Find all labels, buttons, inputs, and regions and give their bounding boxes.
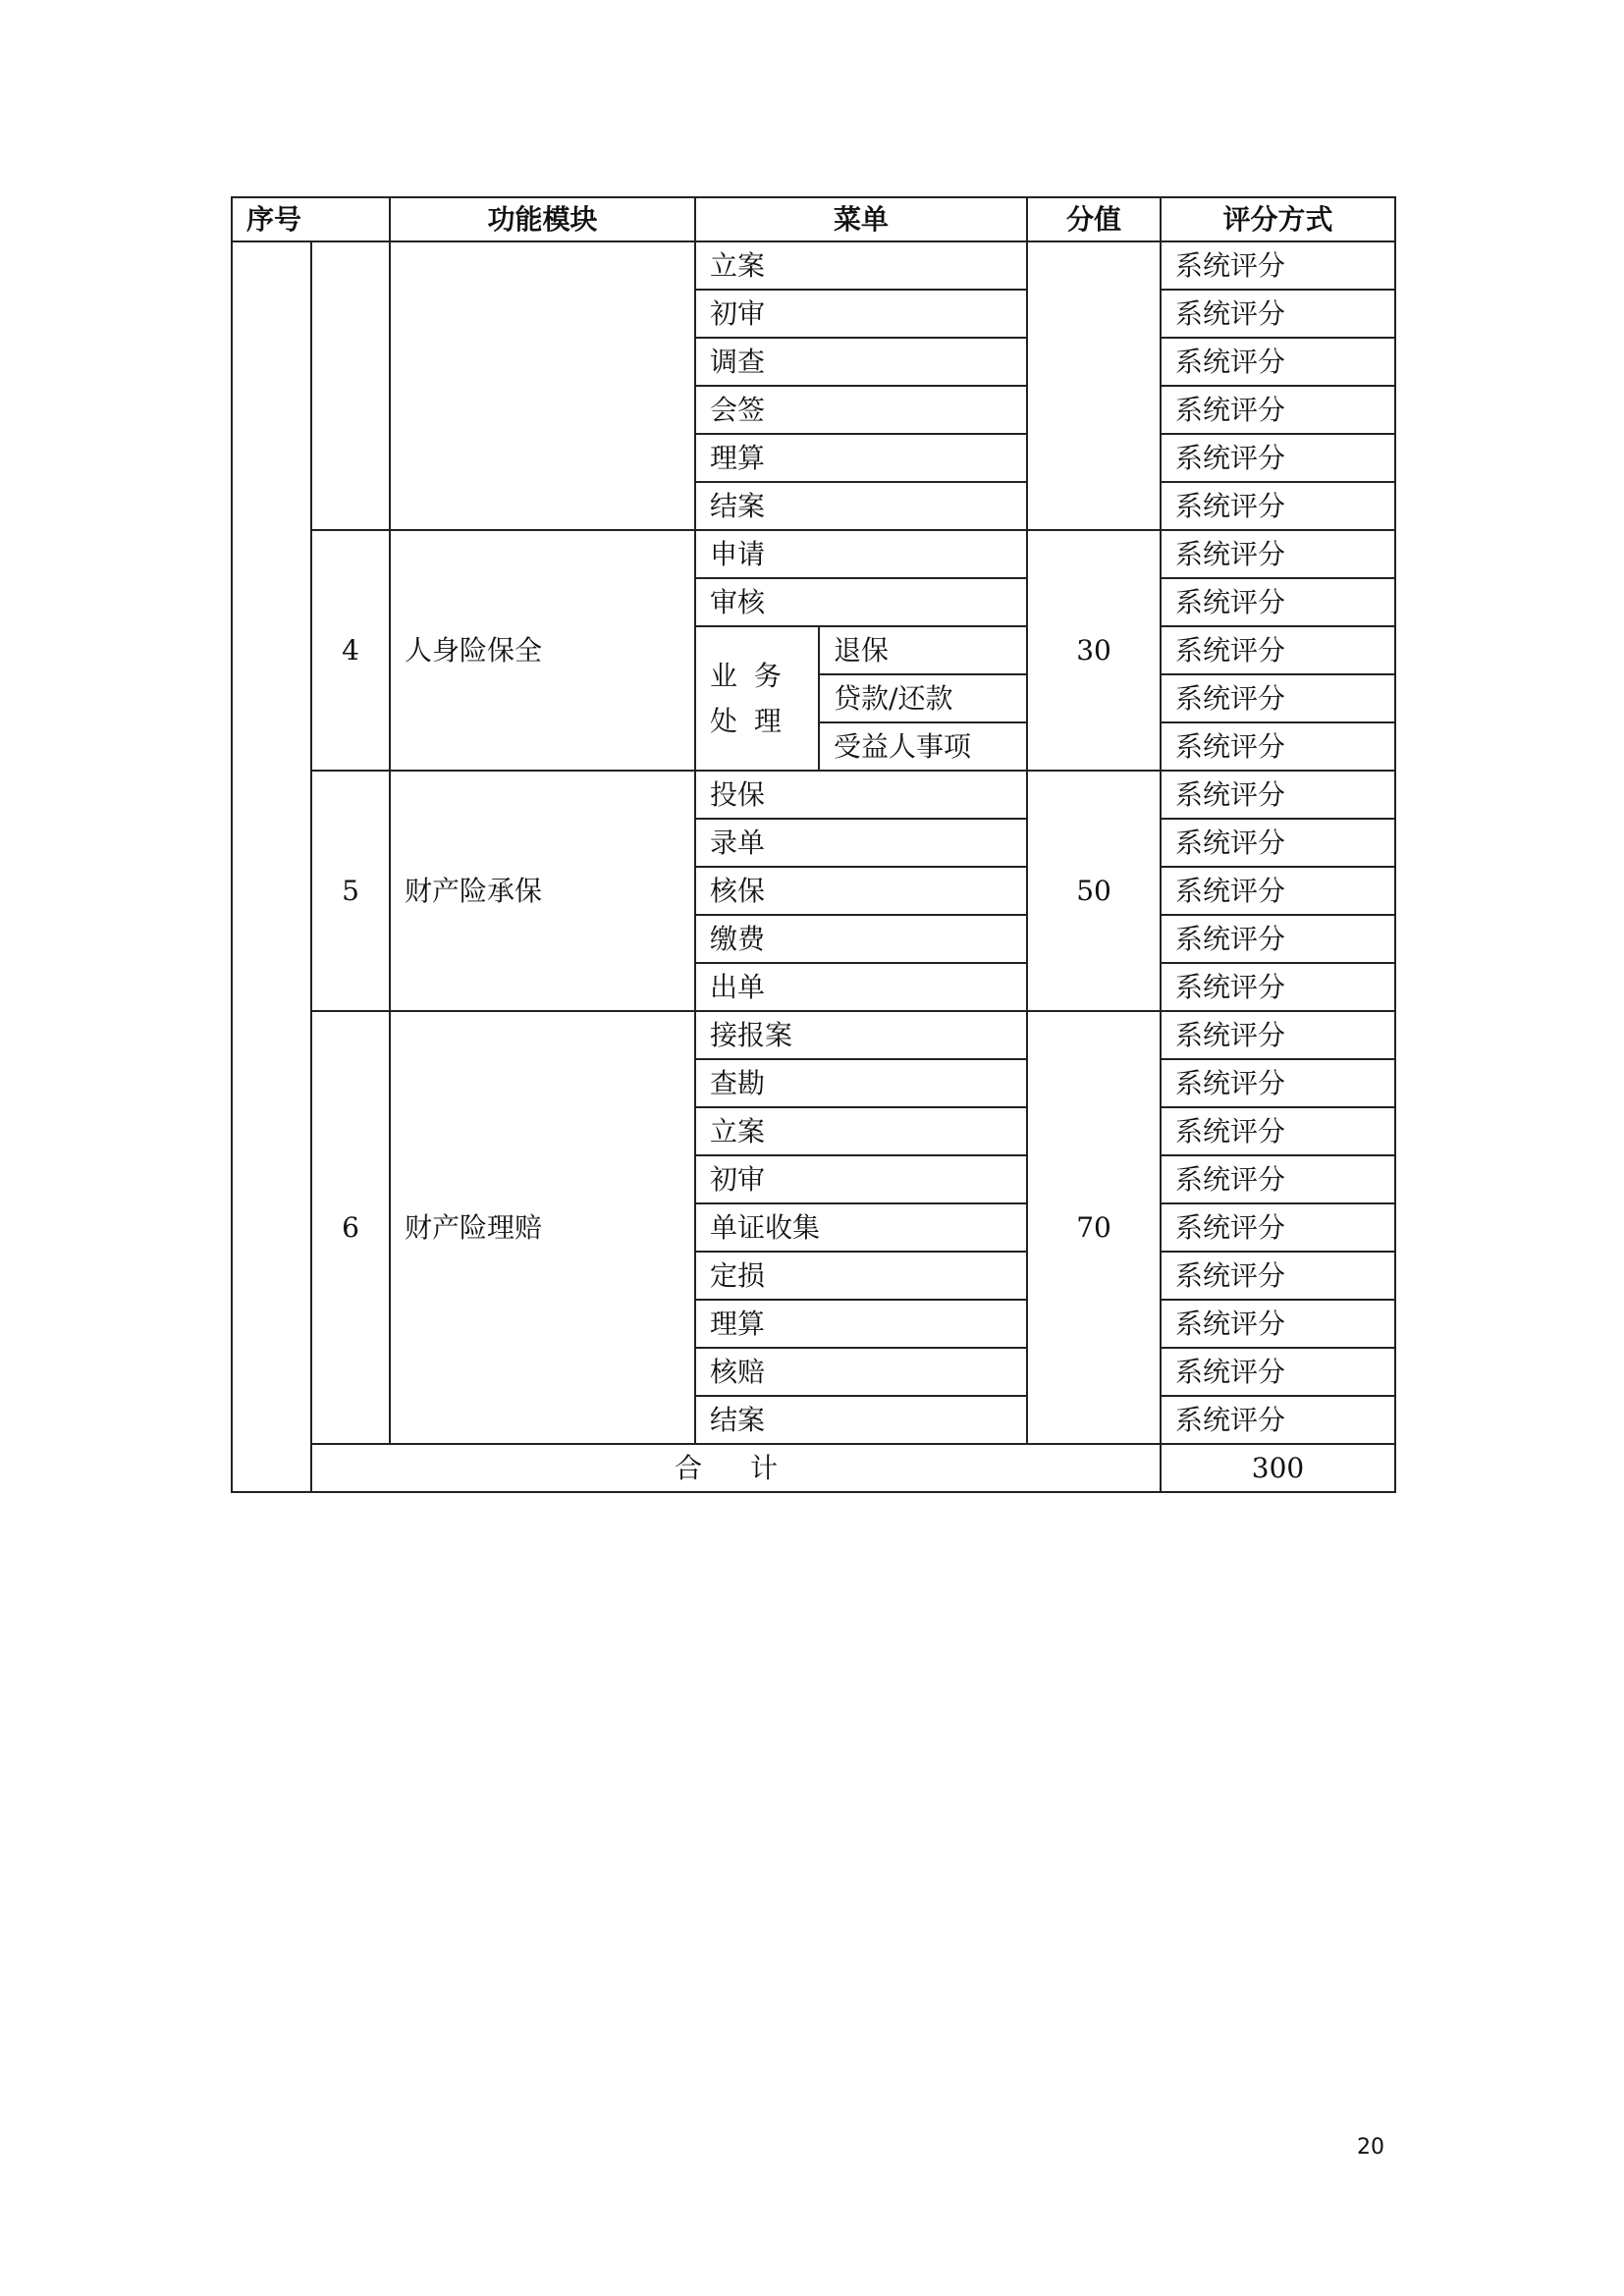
header-seq: 序号 bbox=[232, 197, 390, 241]
menu-cell: 初审 bbox=[695, 1155, 1027, 1203]
method-cell: 系统评分 bbox=[1161, 867, 1395, 915]
table-row bbox=[232, 771, 1395, 819]
module-cell-4: 人身险保全 bbox=[390, 530, 695, 771]
menu-cell: 录单 bbox=[695, 819, 1027, 867]
module-cell-6: 财产险理赔 bbox=[390, 1011, 695, 1444]
menu-cell: 立案 bbox=[695, 241, 1027, 290]
score-cell-continued bbox=[1027, 241, 1161, 530]
header-module: 功能模块 bbox=[390, 197, 695, 241]
seq-cell-6: 6 bbox=[311, 1011, 390, 1444]
method-cell: 系统评分 bbox=[1161, 819, 1395, 867]
table-header-row bbox=[232, 197, 1395, 241]
method-cell: 系统评分 bbox=[1161, 1059, 1395, 1107]
menu-cell: 定损 bbox=[695, 1252, 1027, 1300]
module-cell-continued bbox=[390, 241, 695, 530]
menu-cell: 缴费 bbox=[695, 915, 1027, 963]
seq-cell-continued bbox=[311, 241, 390, 530]
method-cell: 系统评分 bbox=[1161, 771, 1395, 819]
header-method: 评分方式 bbox=[1161, 197, 1395, 241]
outer-group-cell bbox=[232, 241, 311, 1492]
method-cell: 系统评分 bbox=[1161, 338, 1395, 386]
menu-cell: 核赔 bbox=[695, 1348, 1027, 1396]
menu-cell: 审核 bbox=[695, 578, 1027, 626]
table-row bbox=[232, 241, 1395, 290]
page-number: 20 bbox=[1357, 2135, 1384, 2160]
method-cell: 系统评分 bbox=[1161, 434, 1395, 482]
method-cell: 系统评分 bbox=[1161, 1203, 1395, 1252]
total-label: 合 计 bbox=[311, 1444, 1161, 1492]
sub-menu-cell: 受益人事项 bbox=[819, 722, 1027, 771]
menu-cell: 理算 bbox=[695, 1300, 1027, 1348]
method-cell: 系统评分 bbox=[1161, 1300, 1395, 1348]
score-cell-4: 30 bbox=[1027, 530, 1161, 771]
menu-cell: 结案 bbox=[695, 482, 1027, 530]
method-cell: 系统评分 bbox=[1161, 530, 1395, 578]
sub-menu-cell: 退保 bbox=[819, 626, 1027, 674]
score-cell-5: 50 bbox=[1027, 771, 1161, 1011]
method-cell: 系统评分 bbox=[1161, 915, 1395, 963]
seq-cell-4: 4 bbox=[311, 530, 390, 771]
header-score: 分值 bbox=[1027, 197, 1161, 241]
method-cell: 系统评分 bbox=[1161, 1252, 1395, 1300]
menu-cell: 初审 bbox=[695, 290, 1027, 338]
sub-menu-cell: 贷款/还款 bbox=[819, 674, 1027, 722]
method-cell: 系统评分 bbox=[1161, 963, 1395, 1011]
total-row bbox=[232, 1444, 1395, 1492]
method-cell: 系统评分 bbox=[1161, 290, 1395, 338]
menu-cell: 申请 bbox=[695, 530, 1027, 578]
menu-cell: 核保 bbox=[695, 867, 1027, 915]
menu-cell: 调查 bbox=[695, 338, 1027, 386]
method-cell: 系统评分 bbox=[1161, 386, 1395, 434]
menu-cell: 查勘 bbox=[695, 1059, 1027, 1107]
menu-cell: 接报案 bbox=[695, 1011, 1027, 1059]
menu-cell: 理算 bbox=[695, 434, 1027, 482]
header-menu: 菜单 bbox=[695, 197, 1027, 241]
method-cell: 系统评分 bbox=[1161, 674, 1395, 722]
menu-cell: 投保 bbox=[695, 771, 1027, 819]
seq-cell-5: 5 bbox=[311, 771, 390, 1011]
menu-cell: 会签 bbox=[695, 386, 1027, 434]
method-cell: 系统评分 bbox=[1161, 1011, 1395, 1059]
table-row bbox=[232, 530, 1395, 578]
method-cell: 系统评分 bbox=[1161, 1155, 1395, 1203]
method-cell: 系统评分 bbox=[1161, 722, 1395, 771]
method-cell: 系统评分 bbox=[1161, 578, 1395, 626]
method-cell: 系统评分 bbox=[1161, 626, 1395, 674]
menu-cell: 结案 bbox=[695, 1396, 1027, 1444]
menu-cell: 立案 bbox=[695, 1107, 1027, 1155]
module-cell-5: 财产险承保 bbox=[390, 771, 695, 1011]
method-cell: 系统评分 bbox=[1161, 1348, 1395, 1396]
method-cell: 系统评分 bbox=[1161, 241, 1395, 290]
sub-group-cell: 业 务 处 理 bbox=[695, 626, 819, 771]
method-cell: 系统评分 bbox=[1161, 482, 1395, 530]
scoring-table bbox=[231, 196, 1396, 1493]
total-score: 300 bbox=[1161, 1444, 1395, 1492]
score-cell-6: 70 bbox=[1027, 1011, 1161, 1444]
menu-cell: 单证收集 bbox=[695, 1203, 1027, 1252]
method-cell: 系统评分 bbox=[1161, 1107, 1395, 1155]
method-cell: 系统评分 bbox=[1161, 1396, 1395, 1444]
menu-cell: 出单 bbox=[695, 963, 1027, 1011]
table-row bbox=[232, 1011, 1395, 1059]
